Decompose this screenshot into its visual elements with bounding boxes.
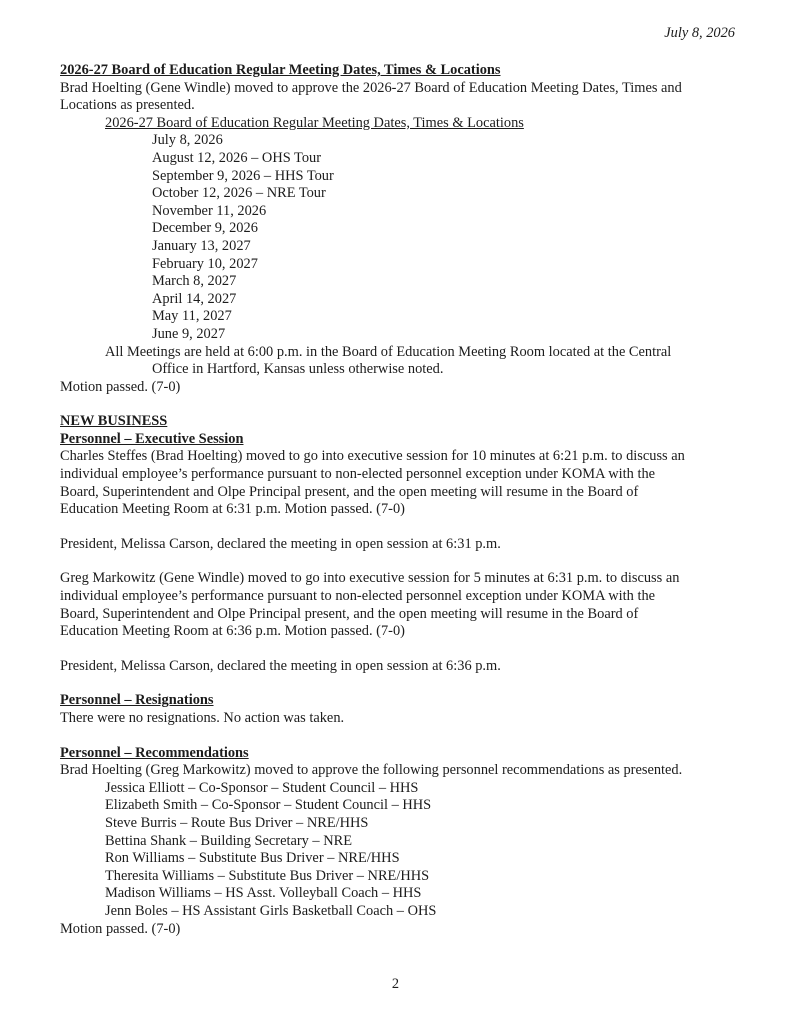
open-session-1: President, Melissa Carson, declared the meeting in open session at 6:31 p.m. (60, 535, 501, 552)
recommendations-motion: Brad Hoelting (Greg Markowitz) moved to approve the following personnel recommendations as presented. (60, 762, 683, 779)
meeting-dates-subheading: 2026-27 Board of Education Regular Meeting Dates, Times & Locations (105, 114, 524, 131)
page-number: 2 (391, 976, 400, 992)
recommendation-item: Bettina Shank – Building Secretary – NRE (105, 832, 353, 849)
executive-session-2-line: individual employee’s performance pursuant to non-elected personnel exception under KOMA with the (60, 588, 656, 605)
recommendation-item: Steve Burris – Route Bus Driver – NRE/HHS (105, 814, 369, 831)
executive-session-2-line: Board, Superintendent and Olpe Principal present, and the open meeting will resume in the Board of (60, 605, 639, 622)
meeting-date-item: June 9, 2027 (152, 325, 226, 342)
meeting-dates-result: Motion passed. (7-0) (60, 378, 181, 395)
recommendation-item: Theresita Williams – Substitute Bus Driver – NRE/HHS (105, 867, 430, 884)
recommendation-item: Madison Williams – HS Asst. Volleyball Coach – HHS (105, 885, 422, 902)
meeting-date-item: May 11, 2027 (152, 308, 232, 325)
meeting-dates-heading: 2026-27 Board of Education Regular Meeting Dates, Times & Locations (60, 62, 501, 78)
meeting-dates-motion-line-1: Brad Hoelting (Gene Windle) moved to approve the 2026-27 Board of Education Meeting Dates, Times and (60, 79, 682, 96)
meeting-date-item: July 8, 2026 (152, 132, 223, 149)
meeting-date-item: September 9, 2026 – HHS Tour (152, 167, 334, 184)
open-session-2: President, Melissa Carson, declared the meeting in open session at 6:36 p.m. (60, 657, 501, 674)
executive-session-1-line: Education Meeting Room at 6:31 p.m. Motion passed. (7-0) (60, 501, 405, 518)
meeting-note-line-1: All Meetings are held at 6:00 p.m. in the Board of Education Meeting Room located at the Central (105, 343, 672, 360)
executive-session-1-line: individual employee’s performance pursuant to non-elected personnel exception under KOMA with the (60, 466, 656, 483)
resignations-heading: Personnel – Resignations (60, 692, 214, 709)
recommendation-item: Elizabeth Smith – Co-Sponsor – Student Council – HHS (105, 797, 432, 814)
recommendations-result: Motion passed. (7-0) (60, 920, 181, 937)
new-business-heading: NEW BUSINESS (60, 413, 168, 430)
meeting-date-item: January 13, 2027 (152, 237, 251, 254)
recommendations-heading: Personnel – Recommendations (60, 744, 249, 761)
meeting-date-item: November 11, 2026 (152, 202, 267, 219)
meeting-date-item: April 14, 2027 (152, 290, 237, 307)
meeting-date-item: December 9, 2026 (152, 220, 258, 237)
recommendation-item: Ron Williams – Substitute Bus Driver – NRE/HHS (105, 850, 400, 867)
document-body (60, 0, 740, 938)
document-date: July 8, 2026 (664, 25, 735, 41)
meeting-date-item: August 12, 2026 – OHS Tour (152, 149, 322, 166)
meeting-dates-motion-line-2: Locations as presented. (60, 97, 195, 114)
executive-session-2 (60, 570, 740, 640)
executive-session-2-line: Greg Markowitz (Gene Windle) moved to go into executive session for 5 minutes at 6:31 p.m. to discuss an (60, 570, 680, 587)
meeting-note-line-2: Office in Hartford, Kansas unless otherwise noted. (152, 361, 444, 378)
executive-session-1-line: Charles Steffes (Brad Hoelting) moved to go into executive session for 10 minutes at 6:21 p.m. to discuss an (60, 448, 685, 465)
meeting-date-item: March 8, 2027 (152, 273, 237, 290)
meeting-date-item: February 10, 2027 (152, 255, 258, 272)
recommendation-item: Jenn Boles – HS Assistant Girls Basketball Coach – OHS (105, 902, 437, 919)
meeting-date-item: October 12, 2026 – NRE Tour (152, 185, 326, 202)
meeting-dates-list (60, 132, 740, 343)
executive-session-1 (60, 448, 740, 518)
recommendation-item: Jessica Elliott – Co-Sponsor – Student Council – HHS (105, 779, 419, 796)
executive-session-1-line: Board, Superintendent and Olpe Principal present, and the open meeting will resume in the Board of (60, 483, 639, 500)
executive-session-heading: Personnel – Executive Session (60, 430, 244, 447)
recommendations-list (60, 780, 740, 921)
executive-session-2-line: Education Meeting Room at 6:36 p.m. Motion passed. (7-0) (60, 623, 405, 640)
resignations-text: There were no resignations. No action was taken. (60, 710, 345, 726)
